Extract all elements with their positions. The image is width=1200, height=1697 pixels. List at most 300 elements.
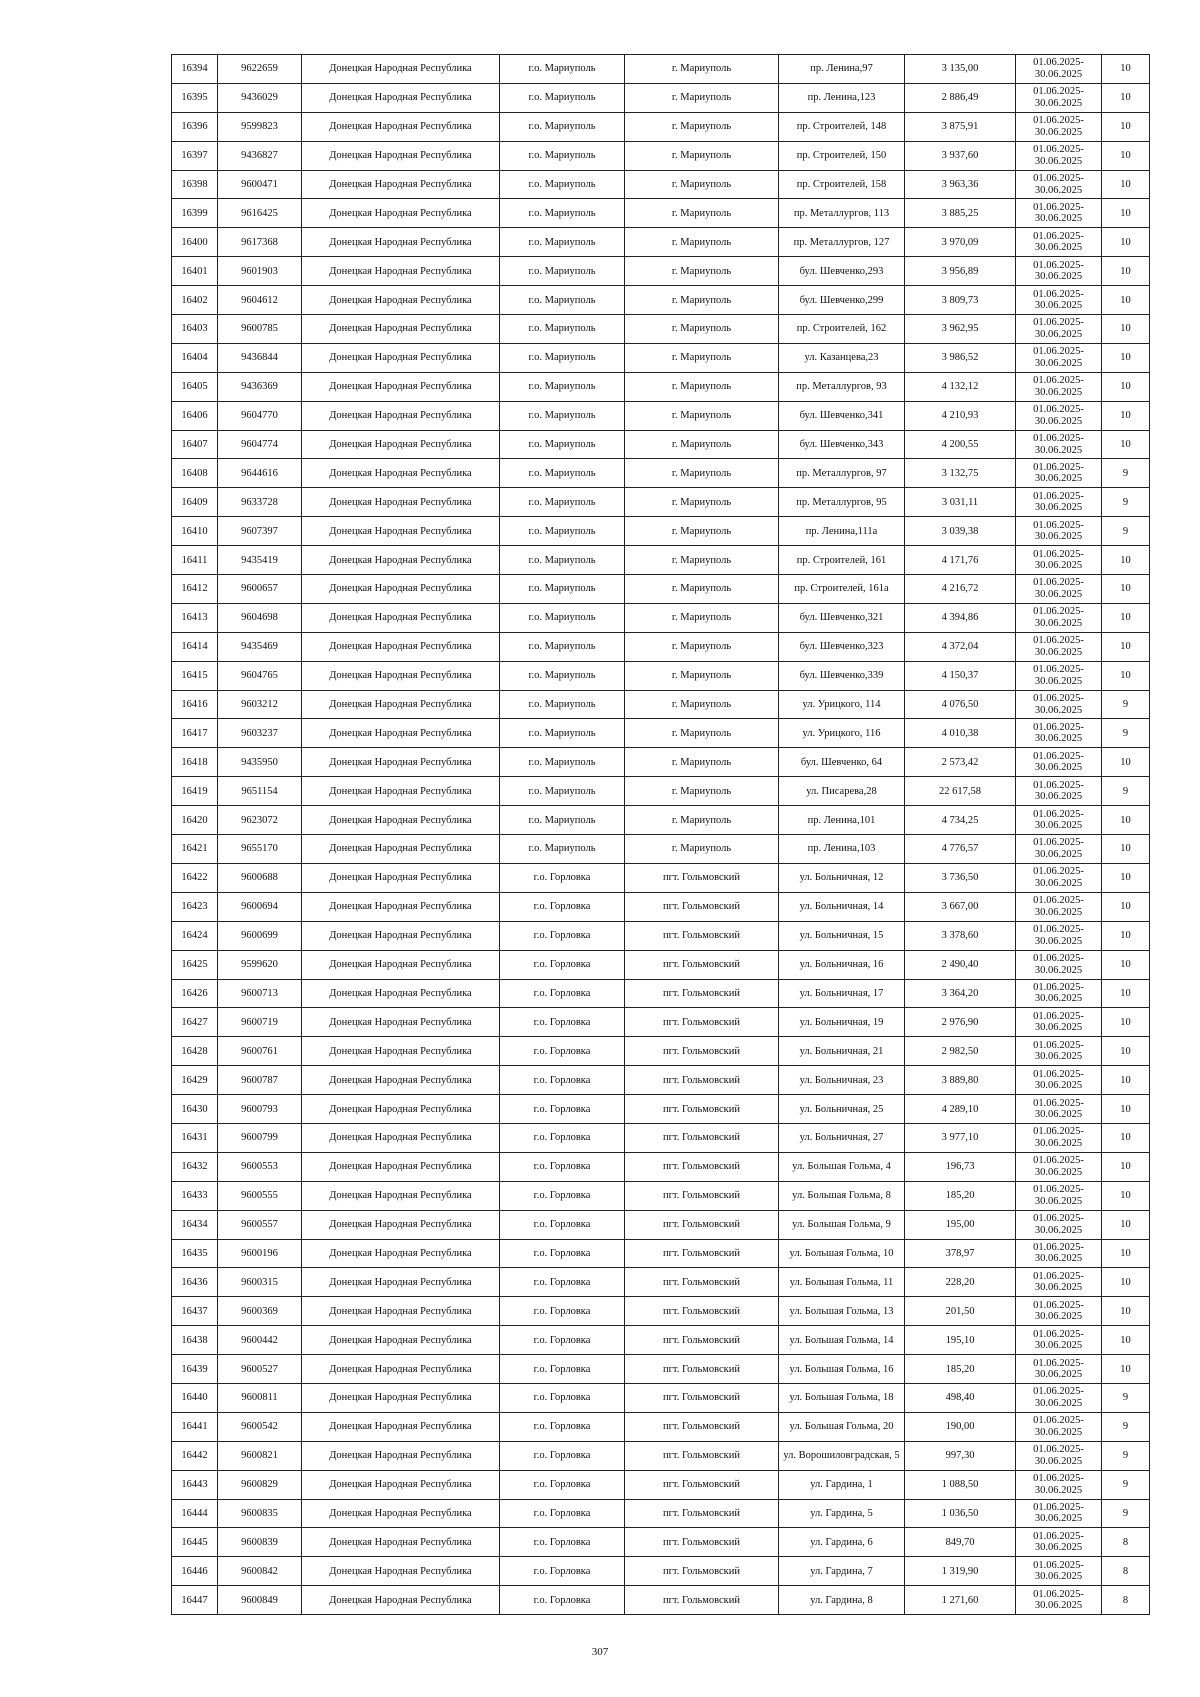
table-row	[172, 603, 1150, 632]
district-cell: г.о. Горловка	[500, 1239, 625, 1268]
account-id-cell: 9600713	[218, 979, 302, 1008]
period-cell: 01.06.2025-30.06.2025	[1016, 979, 1102, 1008]
district-cell: г.о. Горловка	[500, 1123, 625, 1152]
amount-cell: 3 378,60	[905, 921, 1016, 950]
district-cell: г.о. Мариуполь	[500, 170, 625, 199]
period-cell: 01.06.2025-30.06.2025	[1016, 1268, 1102, 1297]
town-cell: пгт. Гольмовский	[625, 1441, 779, 1470]
count-cell: 9	[1102, 1499, 1150, 1528]
region-cell: Донецкая Народная Республика	[302, 835, 500, 864]
account-id-cell: 9600555	[218, 1181, 302, 1210]
district-cell: г.о. Горловка	[500, 1355, 625, 1384]
address-cell: пр. Строителей, 158	[779, 170, 905, 199]
row-number-cell: 16406	[172, 401, 218, 430]
town-cell: г. Мариуполь	[625, 661, 779, 690]
district-cell: г.о. Мариуполь	[500, 748, 625, 777]
table-row	[172, 1239, 1150, 1268]
amount-cell: 228,20	[905, 1268, 1016, 1297]
district-cell: г.о. Мариуполь	[500, 199, 625, 228]
address-cell: ул. Гардина, 6	[779, 1528, 905, 1557]
account-id-cell: 9600196	[218, 1239, 302, 1268]
period-cell: 01.06.2025-30.06.2025	[1016, 575, 1102, 604]
town-cell: пгт. Гольмовский	[625, 1210, 779, 1239]
account-id-cell: 9435469	[218, 632, 302, 661]
period-cell: 01.06.2025-30.06.2025	[1016, 1095, 1102, 1124]
count-cell: 10	[1102, 286, 1150, 315]
district-cell: г.о. Горловка	[500, 1268, 625, 1297]
district-cell: г.о. Мариуполь	[500, 719, 625, 748]
row-number-cell: 16426	[172, 979, 218, 1008]
period-cell: 01.06.2025-30.06.2025	[1016, 170, 1102, 199]
account-id-cell: 9435950	[218, 748, 302, 777]
district-cell: г.о. Мариуполь	[500, 401, 625, 430]
table-row	[172, 228, 1150, 257]
town-cell: г. Мариуполь	[625, 546, 779, 575]
period-cell: 01.06.2025-30.06.2025	[1016, 1181, 1102, 1210]
amount-cell: 2 976,90	[905, 1008, 1016, 1037]
region-cell: Донецкая Народная Республика	[302, 1557, 500, 1586]
account-id-cell: 9600761	[218, 1037, 302, 1066]
town-cell: пгт. Гольмовский	[625, 1297, 779, 1326]
table-row	[172, 112, 1150, 141]
table-row	[172, 806, 1150, 835]
count-cell: 10	[1102, 1152, 1150, 1181]
town-cell: г. Мариуполь	[625, 430, 779, 459]
row-number-cell: 16446	[172, 1557, 218, 1586]
count-cell: 10	[1102, 315, 1150, 344]
address-cell: ул. Гардина, 5	[779, 1499, 905, 1528]
count-cell: 10	[1102, 83, 1150, 112]
amount-cell: 3 970,09	[905, 228, 1016, 257]
region-cell: Донецкая Народная Республика	[302, 1528, 500, 1557]
row-number-cell: 16405	[172, 372, 218, 401]
amount-cell: 3 889,80	[905, 1066, 1016, 1095]
period-cell: 01.06.2025-30.06.2025	[1016, 1152, 1102, 1181]
region-cell: Донецкая Народная Республика	[302, 1152, 500, 1181]
account-id-cell: 9436029	[218, 83, 302, 112]
district-cell: г.о. Мариуполь	[500, 55, 625, 84]
town-cell: г. Мариуполь	[625, 170, 779, 199]
period-cell: 01.06.2025-30.06.2025	[1016, 488, 1102, 517]
address-cell: ул. Больничная, 27	[779, 1123, 905, 1152]
table-row	[172, 1355, 1150, 1384]
row-number-cell: 16445	[172, 1528, 218, 1557]
account-id-cell: 9600442	[218, 1326, 302, 1355]
account-id-cell: 9603212	[218, 690, 302, 719]
account-id-cell: 9435419	[218, 546, 302, 575]
period-cell: 01.06.2025-30.06.2025	[1016, 690, 1102, 719]
region-cell: Донецкая Народная Республика	[302, 863, 500, 892]
address-cell: пр. Металлургов, 127	[779, 228, 905, 257]
period-cell: 01.06.2025-30.06.2025	[1016, 112, 1102, 141]
region-cell: Донецкая Народная Республика	[302, 228, 500, 257]
town-cell: пгт. Гольмовский	[625, 1326, 779, 1355]
period-cell: 01.06.2025-30.06.2025	[1016, 1123, 1102, 1152]
count-cell: 10	[1102, 372, 1150, 401]
district-cell: г.о. Мариуполь	[500, 806, 625, 835]
region-cell: Донецкая Народная Республика	[302, 1383, 500, 1412]
district-cell: г.о. Горловка	[500, 1095, 625, 1124]
town-cell: г. Мариуполь	[625, 835, 779, 864]
table-row	[172, 979, 1150, 1008]
count-cell: 9	[1102, 777, 1150, 806]
account-id-cell: 9603237	[218, 719, 302, 748]
table-row	[172, 55, 1150, 84]
account-id-cell: 9623072	[218, 806, 302, 835]
row-number-cell: 16439	[172, 1355, 218, 1384]
town-cell: г. Мариуполь	[625, 257, 779, 286]
town-cell: пгт. Гольмовский	[625, 1499, 779, 1528]
row-number-cell: 16430	[172, 1095, 218, 1124]
count-cell: 10	[1102, 1297, 1150, 1326]
amount-cell: 1 271,60	[905, 1586, 1016, 1615]
account-id-cell: 9604698	[218, 603, 302, 632]
period-cell: 01.06.2025-30.06.2025	[1016, 1528, 1102, 1557]
count-cell: 10	[1102, 1123, 1150, 1152]
account-id-cell: 9600842	[218, 1557, 302, 1586]
amount-cell: 3 977,10	[905, 1123, 1016, 1152]
account-id-cell: 9600849	[218, 1586, 302, 1615]
town-cell: г. Мариуполь	[625, 372, 779, 401]
region-cell: Донецкая Народная Республика	[302, 1499, 500, 1528]
address-cell: пр. Ленина,123	[779, 83, 905, 112]
region-cell: Донецкая Народная Республика	[302, 1326, 500, 1355]
row-number-cell: 16402	[172, 286, 218, 315]
table-row	[172, 690, 1150, 719]
period-cell: 01.06.2025-30.06.2025	[1016, 430, 1102, 459]
table-row	[172, 1181, 1150, 1210]
region-cell: Донецкая Народная Республика	[302, 719, 500, 748]
address-cell: пр. Ленина,101	[779, 806, 905, 835]
district-cell: г.о. Горловка	[500, 1383, 625, 1412]
account-id-cell: 9600799	[218, 1123, 302, 1152]
count-cell: 10	[1102, 921, 1150, 950]
row-number-cell: 16418	[172, 748, 218, 777]
period-cell: 01.06.2025-30.06.2025	[1016, 257, 1102, 286]
count-cell: 10	[1102, 228, 1150, 257]
town-cell: пгт. Гольмовский	[625, 1066, 779, 1095]
district-cell: г.о. Горловка	[500, 1528, 625, 1557]
account-id-cell: 9600557	[218, 1210, 302, 1239]
period-cell: 01.06.2025-30.06.2025	[1016, 950, 1102, 979]
data-table	[171, 54, 1150, 1615]
address-cell: бул. Шевченко,321	[779, 603, 905, 632]
period-cell: 01.06.2025-30.06.2025	[1016, 863, 1102, 892]
town-cell: г. Мариуполь	[625, 55, 779, 84]
table-row	[172, 575, 1150, 604]
account-id-cell: 9604765	[218, 661, 302, 690]
amount-cell: 4 150,37	[905, 661, 1016, 690]
period-cell: 01.06.2025-30.06.2025	[1016, 1499, 1102, 1528]
count-cell: 10	[1102, 950, 1150, 979]
count-cell: 10	[1102, 575, 1150, 604]
row-number-cell: 16398	[172, 170, 218, 199]
town-cell: г. Мариуполь	[625, 517, 779, 546]
district-cell: г.о. Мариуполь	[500, 83, 625, 112]
amount-cell: 3 875,91	[905, 112, 1016, 141]
town-cell: пгт. Гольмовский	[625, 1037, 779, 1066]
count-cell: 10	[1102, 546, 1150, 575]
town-cell: г. Мариуполь	[625, 141, 779, 170]
district-cell: г.о. Горловка	[500, 892, 625, 921]
period-cell: 01.06.2025-30.06.2025	[1016, 1355, 1102, 1384]
address-cell: пр. Металлургов, 97	[779, 459, 905, 488]
row-number-cell: 16413	[172, 603, 218, 632]
period-cell: 01.06.2025-30.06.2025	[1016, 835, 1102, 864]
account-id-cell: 9600793	[218, 1095, 302, 1124]
count-cell: 10	[1102, 430, 1150, 459]
table-row	[172, 1557, 1150, 1586]
address-cell: ул. Большая Гольма, 11	[779, 1268, 905, 1297]
district-cell: г.о. Горловка	[500, 1181, 625, 1210]
address-cell: пр. Ленина,111а	[779, 517, 905, 546]
row-number-cell: 16415	[172, 661, 218, 690]
amount-cell: 3 963,36	[905, 170, 1016, 199]
address-cell: ул. Писарева,28	[779, 777, 905, 806]
row-number-cell: 16424	[172, 921, 218, 950]
address-cell: ул. Большая Гольма, 10	[779, 1239, 905, 1268]
district-cell: г.о. Горловка	[500, 1326, 625, 1355]
count-cell: 8	[1102, 1586, 1150, 1615]
account-id-cell: 9600835	[218, 1499, 302, 1528]
amount-cell: 201,50	[905, 1297, 1016, 1326]
row-number-cell: 16409	[172, 488, 218, 517]
town-cell: пгт. Гольмовский	[625, 1557, 779, 1586]
row-number-cell: 16442	[172, 1441, 218, 1470]
region-cell: Донецкая Народная Республика	[302, 1470, 500, 1499]
count-cell: 9	[1102, 488, 1150, 517]
region-cell: Донецкая Народная Республика	[302, 430, 500, 459]
table-row	[172, 1268, 1150, 1297]
table-row	[172, 950, 1150, 979]
period-cell: 01.06.2025-30.06.2025	[1016, 1586, 1102, 1615]
count-cell: 10	[1102, 1210, 1150, 1239]
row-number-cell: 16421	[172, 835, 218, 864]
row-number-cell: 16400	[172, 228, 218, 257]
period-cell: 01.06.2025-30.06.2025	[1016, 1441, 1102, 1470]
period-cell: 01.06.2025-30.06.2025	[1016, 517, 1102, 546]
period-cell: 01.06.2025-30.06.2025	[1016, 286, 1102, 315]
amount-cell: 849,70	[905, 1528, 1016, 1557]
address-cell: пр. Строителей, 162	[779, 315, 905, 344]
region-cell: Донецкая Народная Республика	[302, 1412, 500, 1441]
account-id-cell: 9617368	[218, 228, 302, 257]
table-row	[172, 141, 1150, 170]
row-number-cell: 16429	[172, 1066, 218, 1095]
region-cell: Донецкая Народная Республика	[302, 1441, 500, 1470]
address-cell: ул. Гардина, 1	[779, 1470, 905, 1499]
count-cell: 10	[1102, 1239, 1150, 1268]
region-cell: Донецкая Народная Республика	[302, 1586, 500, 1615]
address-cell: пр. Металлургов, 95	[779, 488, 905, 517]
account-id-cell: 9600719	[218, 1008, 302, 1037]
table-row	[172, 661, 1150, 690]
district-cell: г.о. Горловка	[500, 1210, 625, 1239]
count-cell: 10	[1102, 343, 1150, 372]
address-cell: бул. Шевченко,341	[779, 401, 905, 430]
town-cell: г. Мариуполь	[625, 459, 779, 488]
table-row	[172, 921, 1150, 950]
town-cell: г. Мариуполь	[625, 343, 779, 372]
account-id-cell: 9436844	[218, 343, 302, 372]
count-cell: 10	[1102, 170, 1150, 199]
district-cell: г.о. Горловка	[500, 1152, 625, 1181]
account-id-cell: 9651154	[218, 777, 302, 806]
count-cell: 10	[1102, 806, 1150, 835]
table-row	[172, 748, 1150, 777]
account-id-cell: 9600785	[218, 315, 302, 344]
period-cell: 01.06.2025-30.06.2025	[1016, 83, 1102, 112]
count-cell: 10	[1102, 112, 1150, 141]
district-cell: г.о. Мариуполь	[500, 430, 625, 459]
district-cell: г.о. Мариуполь	[500, 286, 625, 315]
period-cell: 01.06.2025-30.06.2025	[1016, 603, 1102, 632]
account-id-cell: 9436369	[218, 372, 302, 401]
period-cell: 01.06.2025-30.06.2025	[1016, 777, 1102, 806]
town-cell: пгт. Гольмовский	[625, 1095, 779, 1124]
period-cell: 01.06.2025-30.06.2025	[1016, 661, 1102, 690]
row-number-cell: 16403	[172, 315, 218, 344]
period-cell: 01.06.2025-30.06.2025	[1016, 632, 1102, 661]
address-cell: пр. Строителей, 148	[779, 112, 905, 141]
count-cell: 9	[1102, 1441, 1150, 1470]
district-cell: г.о. Горловка	[500, 1557, 625, 1586]
table-row	[172, 401, 1150, 430]
amount-cell: 3 937,60	[905, 141, 1016, 170]
row-number-cell: 16422	[172, 863, 218, 892]
address-cell: ул. Большая Гольма, 20	[779, 1412, 905, 1441]
region-cell: Донецкая Народная Республика	[302, 170, 500, 199]
table-row	[172, 1008, 1150, 1037]
table-row	[172, 1066, 1150, 1095]
period-cell: 01.06.2025-30.06.2025	[1016, 1412, 1102, 1441]
region-cell: Донецкая Народная Республика	[302, 286, 500, 315]
row-number-cell: 16410	[172, 517, 218, 546]
table-row	[172, 315, 1150, 344]
town-cell: пгт. Гольмовский	[625, 1239, 779, 1268]
table-row	[172, 1499, 1150, 1528]
amount-cell: 378,97	[905, 1239, 1016, 1268]
district-cell: г.о. Горловка	[500, 1441, 625, 1470]
count-cell: 10	[1102, 603, 1150, 632]
region-cell: Донецкая Народная Республика	[302, 690, 500, 719]
region-cell: Донецкая Народная Республика	[302, 632, 500, 661]
amount-cell: 4 010,38	[905, 719, 1016, 748]
amount-cell: 2 886,49	[905, 83, 1016, 112]
region-cell: Донецкая Народная Республика	[302, 1008, 500, 1037]
amount-cell: 3 956,89	[905, 257, 1016, 286]
region-cell: Донецкая Народная Республика	[302, 575, 500, 604]
count-cell: 9	[1102, 517, 1150, 546]
district-cell: г.о. Мариуполь	[500, 777, 625, 806]
count-cell: 10	[1102, 1268, 1150, 1297]
region-cell: Донецкая Народная Республика	[302, 257, 500, 286]
town-cell: г. Мариуполь	[625, 806, 779, 835]
region-cell: Донецкая Народная Республика	[302, 199, 500, 228]
account-id-cell: 9599620	[218, 950, 302, 979]
row-number-cell: 16404	[172, 343, 218, 372]
table-row	[172, 546, 1150, 575]
count-cell: 8	[1102, 1528, 1150, 1557]
town-cell: г. Мариуполь	[625, 632, 779, 661]
address-cell: ул. Большая Гольма, 13	[779, 1297, 905, 1326]
row-number-cell: 16417	[172, 719, 218, 748]
district-cell: г.о. Горловка	[500, 979, 625, 1008]
count-cell: 9	[1102, 1383, 1150, 1412]
count-cell: 10	[1102, 835, 1150, 864]
row-number-cell: 16436	[172, 1268, 218, 1297]
count-cell: 10	[1102, 979, 1150, 1008]
district-cell: г.о. Мариуполь	[500, 632, 625, 661]
account-id-cell: 9600829	[218, 1470, 302, 1499]
amount-cell: 3 962,95	[905, 315, 1016, 344]
address-cell: пр. Металлургов, 113	[779, 199, 905, 228]
town-cell: пгт. Гольмовский	[625, 1123, 779, 1152]
town-cell: пгт. Гольмовский	[625, 1586, 779, 1615]
region-cell: Донецкая Народная Республика	[302, 343, 500, 372]
amount-cell: 3 885,25	[905, 199, 1016, 228]
period-cell: 01.06.2025-30.06.2025	[1016, 1210, 1102, 1239]
account-id-cell: 9600787	[218, 1066, 302, 1095]
table-row	[172, 1095, 1150, 1124]
amount-cell: 3 809,73	[905, 286, 1016, 315]
address-cell: ул. Урицкого, 116	[779, 719, 905, 748]
row-number-cell: 16408	[172, 459, 218, 488]
table-row	[172, 1123, 1150, 1152]
amount-cell: 1 088,50	[905, 1470, 1016, 1499]
region-cell: Донецкая Народная Республика	[302, 517, 500, 546]
district-cell: г.о. Мариуполь	[500, 228, 625, 257]
count-cell: 10	[1102, 199, 1150, 228]
account-id-cell: 9600553	[218, 1152, 302, 1181]
table-row	[172, 199, 1150, 228]
address-cell: ул. Большая Гольма, 14	[779, 1326, 905, 1355]
town-cell: г. Мариуполь	[625, 286, 779, 315]
region-cell: Донецкая Народная Республика	[302, 661, 500, 690]
address-cell: пр. Строителей, 150	[779, 141, 905, 170]
period-cell: 01.06.2025-30.06.2025	[1016, 1470, 1102, 1499]
amount-cell: 4 216,72	[905, 575, 1016, 604]
table-row	[172, 1383, 1150, 1412]
town-cell: пгт. Гольмовский	[625, 892, 779, 921]
amount-cell: 4 372,04	[905, 632, 1016, 661]
row-number-cell: 16425	[172, 950, 218, 979]
region-cell: Донецкая Народная Республика	[302, 921, 500, 950]
period-cell: 01.06.2025-30.06.2025	[1016, 719, 1102, 748]
count-cell: 10	[1102, 1008, 1150, 1037]
account-id-cell: 9600527	[218, 1355, 302, 1384]
period-cell: 01.06.2025-30.06.2025	[1016, 372, 1102, 401]
count-cell: 10	[1102, 892, 1150, 921]
town-cell: пгт. Гольмовский	[625, 1355, 779, 1384]
amount-cell: 3 031,11	[905, 488, 1016, 517]
town-cell: г. Мариуполь	[625, 401, 779, 430]
district-cell: г.о. Горловка	[500, 1412, 625, 1441]
town-cell: пгт. Гольмовский	[625, 1412, 779, 1441]
town-cell: г. Мариуполь	[625, 603, 779, 632]
region-cell: Донецкая Народная Республика	[302, 1239, 500, 1268]
table-row	[172, 835, 1150, 864]
address-cell: ул. Больничная, 23	[779, 1066, 905, 1095]
row-number-cell: 16407	[172, 430, 218, 459]
amount-cell: 196,73	[905, 1152, 1016, 1181]
account-id-cell: 9600657	[218, 575, 302, 604]
address-cell: ул. Большая Гольма, 16	[779, 1355, 905, 1384]
address-cell: ул. Большая Гольма, 9	[779, 1210, 905, 1239]
period-cell: 01.06.2025-30.06.2025	[1016, 55, 1102, 84]
table-row	[172, 1441, 1150, 1470]
table-row	[172, 343, 1150, 372]
